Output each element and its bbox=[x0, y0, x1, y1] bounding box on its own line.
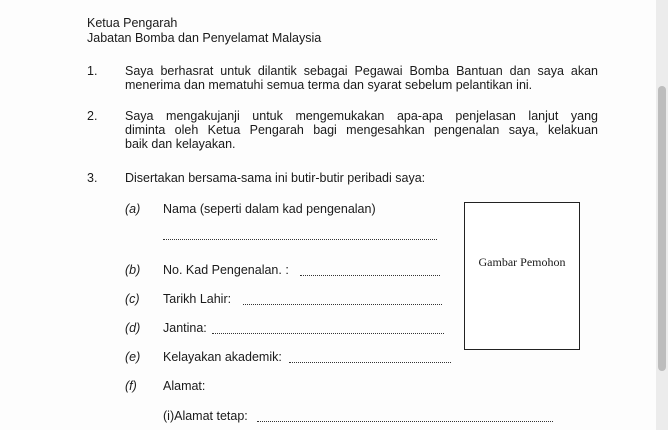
field-e-marker: (e) bbox=[125, 350, 141, 364]
field-c-marker: (c) bbox=[125, 292, 140, 306]
paragraph-3-text: Disertakan bersama-sama ini butir-butir peribadi saya: bbox=[125, 171, 426, 185]
field-d-marker: (d) bbox=[125, 321, 141, 335]
field-a-marker: (a) bbox=[125, 202, 141, 216]
paragraph-2-line-3: baik dan kelayakan. bbox=[125, 137, 236, 151]
field-c-label: Tarikh Lahir: bbox=[163, 292, 232, 306]
applicant-photo-label: Gambar Pemohon bbox=[478, 255, 566, 269]
paragraph-1-line-2: menerima dan mematuhi semua terma dan syarat sebelum pelantikan ini. bbox=[125, 78, 533, 92]
paragraph-1-line-1: Saya berhasrat untuk dilantik sebagai Pegawai Bomba Bantuan dan saya akan bbox=[125, 64, 598, 78]
recipient-line: Ketua Pengarah bbox=[87, 16, 178, 30]
field-b-marker: (b) bbox=[125, 263, 141, 277]
paragraph-3-number: 3. bbox=[87, 171, 98, 185]
paragraph-2 bbox=[125, 109, 598, 151]
ic-number-field-blank[interactable] bbox=[300, 275, 440, 276]
field-b-label: No. Kad Pengenalan. : bbox=[163, 263, 289, 277]
gender-field-blank[interactable] bbox=[212, 333, 444, 334]
vertical-scrollbar[interactable] bbox=[656, 0, 668, 430]
department-line: Jabatan Bomba dan Penyelamat Malaysia bbox=[87, 31, 322, 45]
paragraph-2-line-1: Saya mengakujanji untuk mengemukakan apa-apa penjelasan lanjut yang bbox=[125, 109, 598, 123]
paragraph-1-number: 1. bbox=[87, 64, 98, 78]
field-f-marker: (f) bbox=[125, 379, 137, 393]
name-field-blank[interactable] bbox=[163, 239, 437, 240]
scrollbar-thumb[interactable] bbox=[658, 86, 666, 371]
permanent-address-field-blank[interactable] bbox=[257, 421, 553, 422]
field-a-label: Nama (seperti dalam kad pengenalan) bbox=[163, 202, 376, 216]
applicant-photo-box bbox=[464, 202, 580, 350]
field-e-label: Kelayakan akademik: bbox=[163, 350, 282, 364]
academic-qualification-field-blank[interactable] bbox=[289, 362, 451, 363]
paragraph-2-line-2: diminta oleh Ketua Pengarah bagi mengesahkan pengenalan saya, kelakuan bbox=[125, 123, 598, 137]
field-d-label: Jantina: bbox=[163, 321, 207, 335]
paragraph-2-number: 2. bbox=[87, 109, 98, 123]
paragraph-1 bbox=[125, 64, 598, 92]
permanent-address-label: (i)Alamat tetap: bbox=[163, 409, 248, 423]
birth-date-field-blank[interactable] bbox=[243, 304, 442, 305]
field-f-label: Alamat: bbox=[163, 379, 206, 393]
